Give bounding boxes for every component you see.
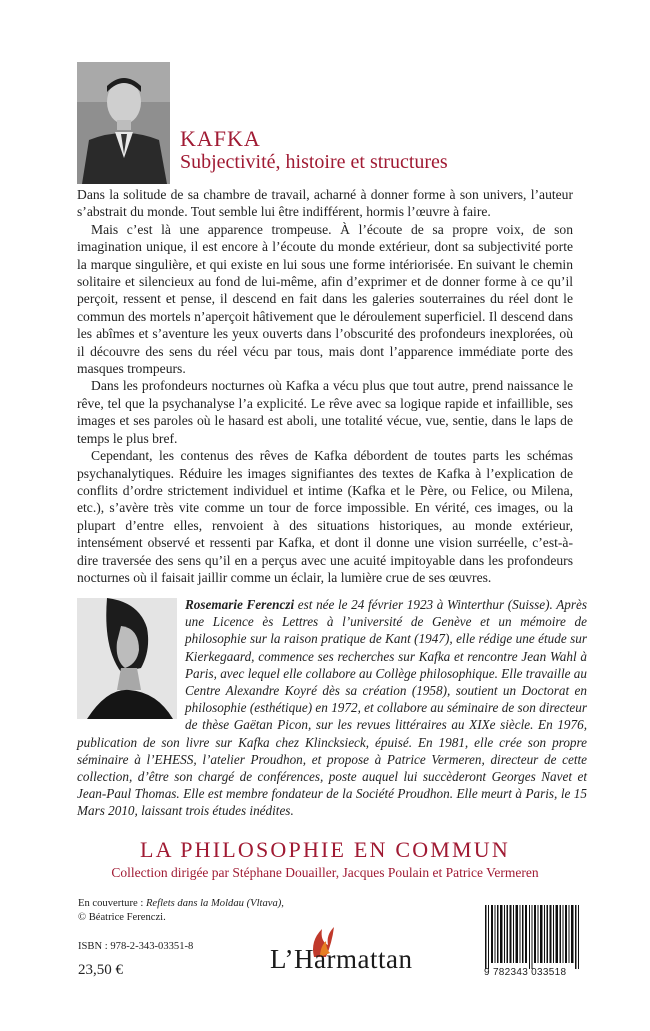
kafka-portrait-photo <box>77 62 170 184</box>
author-name: Rosemarie Ferenczi <box>185 597 295 612</box>
paragraph: Cependant, les contenus des rêves de Kafka débordent de toutes parts les schémas psychanalytiques. Réduire les images signifiantes des textes de Kafka à l’explication de conflits d’ordre strictement individuel et intime (Kafka et le Père, ou Felice, ou Milena, etc.), s’avère très vite comme un tour de force impossible. En vérité, ces images, ou la plupart d’entre elles, renvoient à des situations historiques, au monde extérieur, intensément observé et ressenti par Kafka, et dont il donne une vision surréelle, c’est-à-dire traversée des sens qu’il en a perçus avec une acuité impitoyable dans les profondeurs nocturnes où il faisait jaillir comme un éclair, la lumière crue de ses œuvres. <box>77 448 573 585</box>
isbn: ISBN : 978-2-343-03351-8 <box>78 941 194 952</box>
cover-credit-copyright: © Béatrice Ferenczi. <box>78 912 166 923</box>
author-bio-text: est née le 24 février 1923 à Winterthur (Suisse). Après une Licence ès Lettres à l’université de Genève et un mémoire de philosophie sur la raison pratique de Kant (1947), elle rédige une étude sur Kierkegaard, commence ses recherches sur Kafka et rencontre Jean Wahl à Paris, avec lequel elle collabore au Collège philosophique. Elle travaille au Centre Alexandre Koyré dès sa création (1958), soutient un Doctorat en philosophie (esthétique) en 1972, et collabore au séminaire de son directeur de thèse Gaëtan Picon, sur les revues littéraires au XIXe siècle. En 1976, publication de son livre sur Kafka chez Klincksieck, épuisé. En 1981, elle crée son propre séminaire à l’EHESS, l’atelier Proudhon, et propose à Patrice Vermeren, directeur de cette collection, d’être son chargé de conférences, poste auquel lui succèderont Georges Navet et Jean-Paul Thomas. Elle est membre fondateur de la Société Proudhon. Elle meurt à Paris, le 15 Mars 2010, laissant trois études inédites. <box>77 597 588 819</box>
paragraph: Dans la solitude de sa chambre de travail, acharné à donner forme à son univers, l’auteur s’abstrait du monde. Tout semble lui être indifférent, hormis l’œuvre à faire. <box>77 187 573 220</box>
book-title: KAFKA <box>180 126 261 151</box>
publisher-logo: L’Harmattan <box>270 944 413 974</box>
paragraph: Dans les profondeurs nocturnes où Kafka a vécu plus que tout autre, prend naissance le rêve, tel que la psychanalyse l’a explicité. Le rêve avec sa logique rapide et infaillible, ses images et ses paroles où le hasard est aboli, une totalité vécue, vue, sentie, dans le laps de temps le plus bref. <box>77 378 573 446</box>
paragraph: Mais c’est là une apparence trompeuse. À l’écoute de sa propre voix, de son imagination unique, il est encore à l’écoute du monde extérieur, dont sa subjectivité porte la marque singulière, et qui existe en lui sous une forme intériorisée. En suivant le chemin solitaire et silencieux au fond de lui-même, afin d’exprimer et de donner forme à ce qu’il perçoit, ressent et pense, il descend en fait dans les galeries souterraines du réel dont le commun des mortels n’aperçoit hâtivement que le déroulement superficiel. Il descend dans les abîmes et s’aventure les yeux ouverts dans l’obscurité des profondeurs inexplorées, où il découvre des sens du réel vécu par tous, mais dont l’apparence immédiate porte des masques trompeurs. <box>77 221 573 377</box>
cover-credit-work: Reflets dans la Moldau (Vltava), <box>145 898 284 909</box>
author-biography <box>77 596 587 820</box>
barcode-digits: 9 782343 033518 <box>484 967 567 978</box>
cover-credit-prefix: En couverture : <box>78 898 146 909</box>
collection-directors: Collection dirigée par Stéphane Douailler, Jacques Poulain et Patrice Vermeren <box>111 865 539 880</box>
collection-name: LA PHILOSOPHIE EN COMMUN <box>140 837 510 862</box>
price: 23,50 € <box>78 962 123 978</box>
cover-credit <box>78 897 284 925</box>
book-subtitle: Subjectivité, histoire et structures <box>180 151 448 173</box>
back-cover-text <box>77 186 573 586</box>
